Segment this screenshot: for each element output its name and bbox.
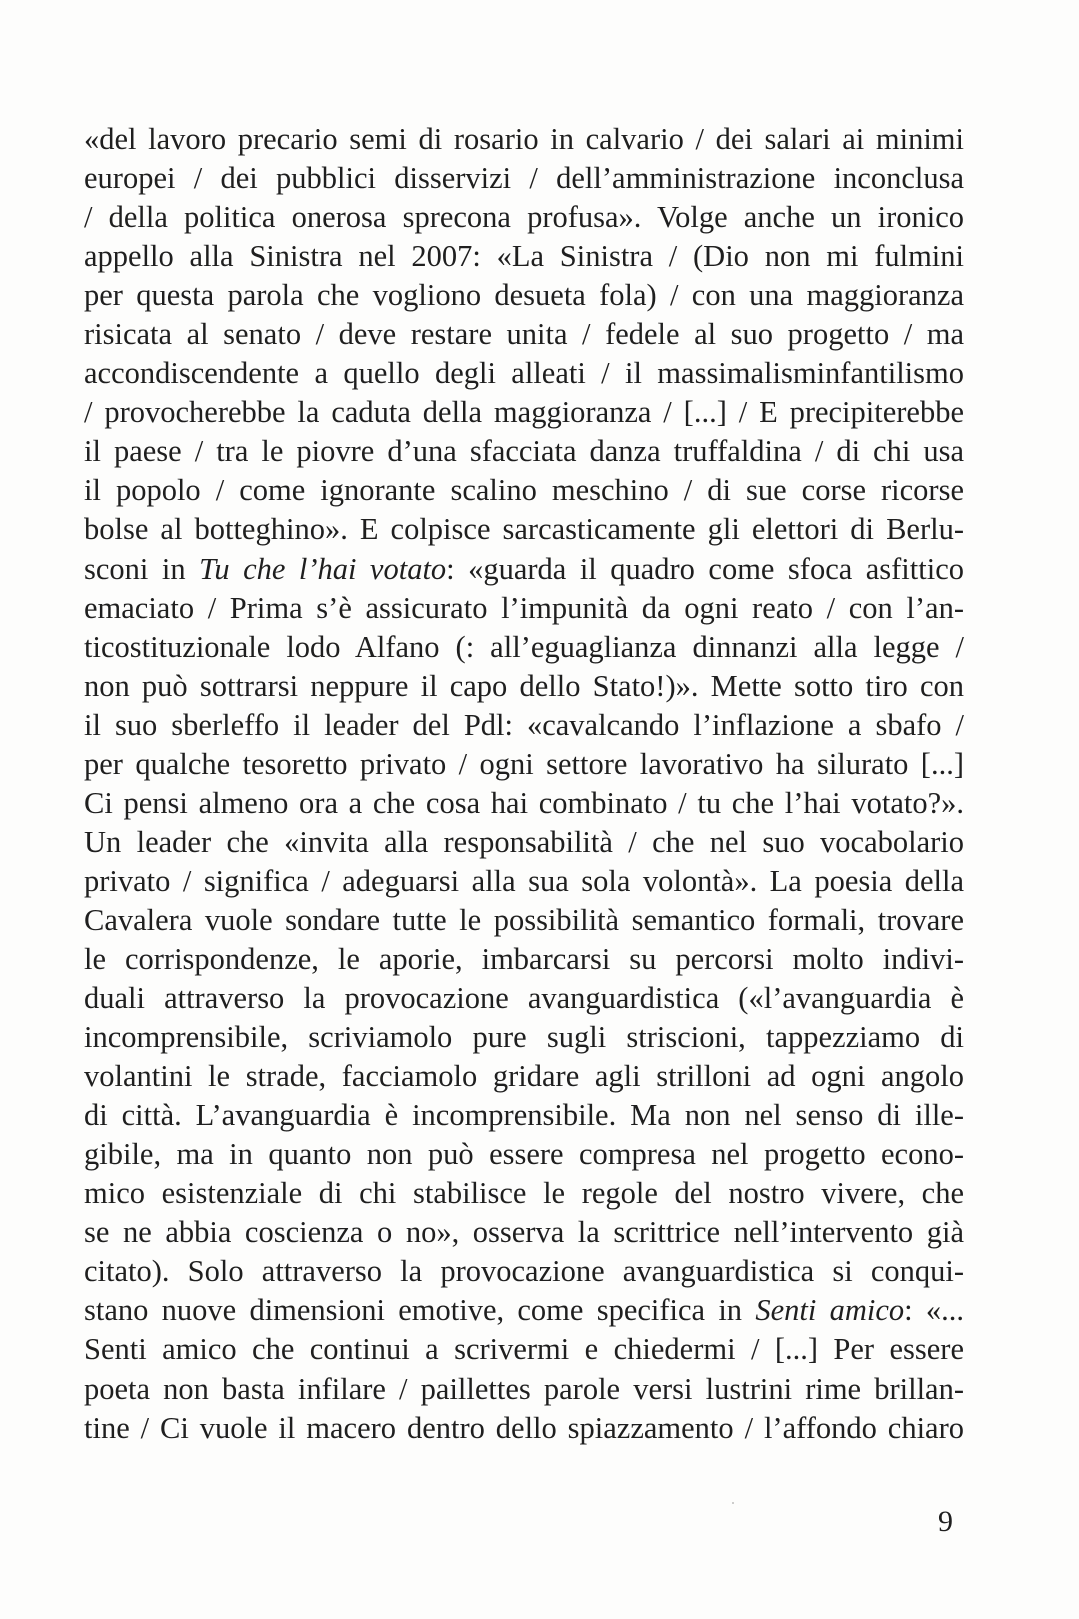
text-line: non può sottrarsi neppure il capo dello Stato!)». Mette sotto tiro con bbox=[84, 668, 964, 703]
text-run: stano nuove dimensioni emotive, come specifica in bbox=[84, 1293, 756, 1328]
text-line: europei / dei pubblici disservizi / dell’amministrazione inconclusa bbox=[84, 161, 964, 196]
text-line: il paese / tra le piovre d’una sfacciata danza truffaldina / di chi usa bbox=[84, 434, 964, 469]
text-line: citato). Solo attraverso la provocazione avanguardistica si conqui- bbox=[84, 1254, 964, 1289]
text-line: «del lavoro precario semi di rosario in calvario / dei salari ai minimi bbox=[84, 122, 964, 156]
text-line: risicata al senato / deve restare unita / fedele al suo progetto / ma bbox=[84, 317, 964, 352]
poem-title-italic: Tu che l’hai votato bbox=[199, 551, 447, 586]
text-line: ticostituzionale lodo Alfano (: all’eguaglianza dinnanzi alla legge / bbox=[84, 629, 964, 664]
page-number: 9 bbox=[938, 1505, 953, 1538]
text-line: poeta non basta infilare / paillettes parole versi lustrini rime brillan- bbox=[84, 1371, 964, 1406]
text-run: : «... bbox=[904, 1293, 964, 1328]
text-run: sconi in bbox=[84, 551, 200, 586]
text-line: Senti amico che continui a scrivermi e chiedermi / [...] Per essere bbox=[84, 1332, 964, 1367]
text-line: incomprensibile, scriviamolo pure sugli striscioni, tappezziamo di bbox=[84, 1020, 964, 1055]
text-line: il suo sberleffo il leader del Pdl: «cavalcando l’inflazione a sbafo / bbox=[84, 707, 964, 742]
text-line: per qualche tesoretto privato / ogni settore lavorativo ha silurato [...] bbox=[84, 746, 964, 781]
scan-speck bbox=[732, 1502, 734, 1504]
text-line: duali attraverso la provocazione avanguardistica («l’avanguardia è bbox=[84, 981, 964, 1016]
text-line: privato / significa / adeguarsi alla sua sola volontà». La poesia della bbox=[84, 863, 964, 898]
text-line: emaciato / Prima s’è assicurato l’impunità da ogni reato / con l’an- bbox=[84, 590, 964, 625]
text-line: le corrispondenze, le aporie, imbarcarsi su percorsi molto indivi- bbox=[84, 941, 964, 976]
body-text bbox=[84, 120, 964, 1448]
text-run: : «guarda il quadro come sfoca asfittico bbox=[446, 551, 964, 586]
text-line: appello alla Sinistra nel 2007: «La Sinistra / (Dio non mi fulmini bbox=[84, 239, 964, 274]
text-line: Ci pensi almeno ora a che cosa hai combinato / tu che l’hai votato?». bbox=[84, 785, 964, 820]
text-line: / della politica onerosa sprecona profusa». Volge anche un ironico bbox=[84, 200, 964, 235]
text-line: bolse al botteghino». E colpisce sarcasticamente gli elettori di Berlu- bbox=[84, 512, 964, 547]
text-line: tine / Ci vuole il macero dentro dello spiazzamento / l’affondo chiaro bbox=[84, 1410, 964, 1445]
text-line: il popolo / come ignorante scalino meschino / di sue corse ricorse bbox=[84, 473, 964, 508]
text-line: Cavalera vuole sondare tutte le possibilità semantico formali, trovare bbox=[84, 902, 964, 937]
text-line bbox=[84, 550, 964, 589]
text-line: gibile, ma in quanto non può essere compresa nel progetto econo- bbox=[84, 1137, 964, 1172]
text-line: mico esistenziale di chi stabilisce le regole del nostro vivere, che bbox=[84, 1176, 964, 1211]
text-line: per questa parola che vogliono desueta fola) / con una maggioranza bbox=[84, 278, 964, 313]
text-line: Un leader che «invita alla responsabilità / che nel suo vocabolario bbox=[84, 824, 964, 859]
text-line bbox=[84, 1291, 964, 1330]
text-line: se ne abbia coscienza o no», osserva la scrittrice nell’intervento già bbox=[84, 1215, 964, 1250]
poem-title-italic: Senti amico bbox=[755, 1293, 905, 1328]
text-line: accondiscendente a quello degli alleati / il massimalisminfantilismo bbox=[84, 356, 964, 391]
text-line: volantini le strade, facciamolo gridare agli strilloni ad ogni angolo bbox=[84, 1059, 964, 1094]
text-line: / provocherebbe la caduta della maggioranza / [...] / E precipiterebbe bbox=[84, 395, 964, 430]
text-line: di città. L’avanguardia è incomprensibile. Ma non nel senso di ille- bbox=[84, 1098, 964, 1133]
